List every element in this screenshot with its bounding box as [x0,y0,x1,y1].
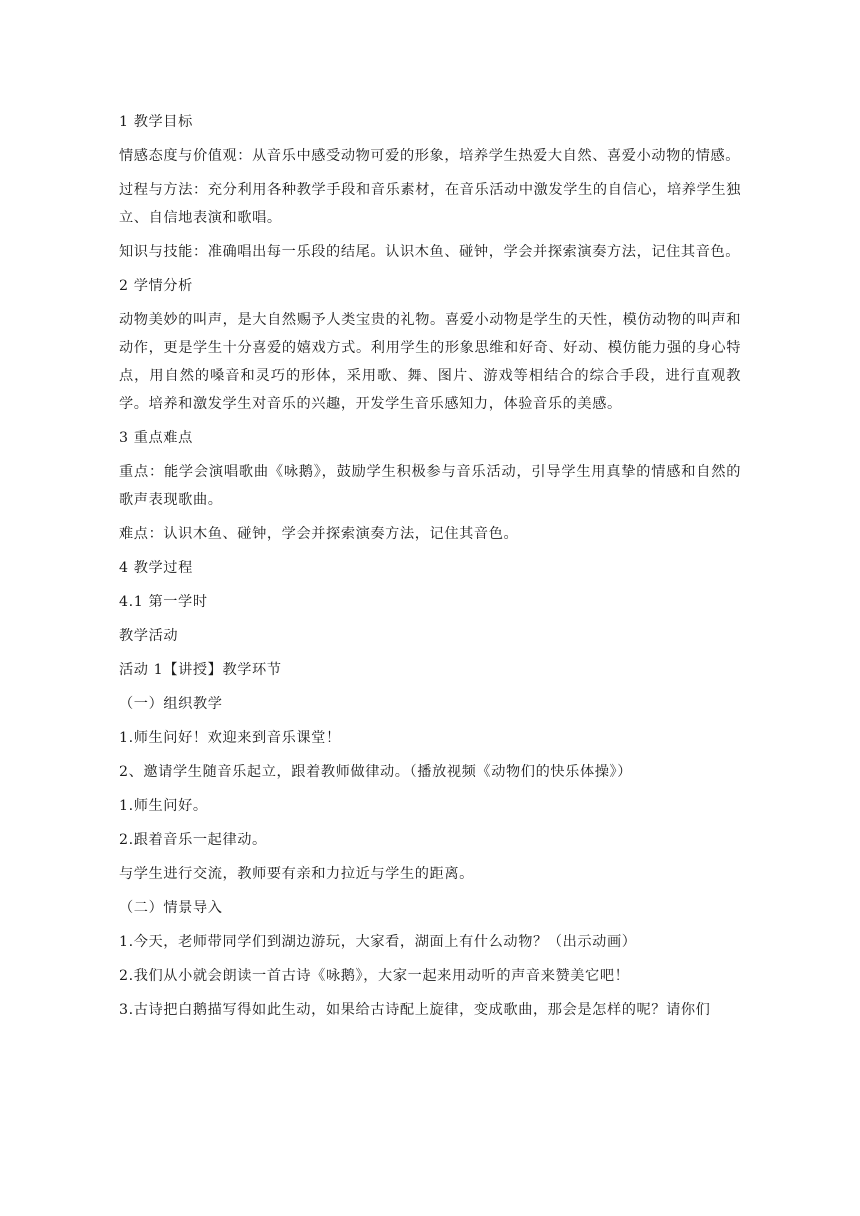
paragraph-emotion-values: 情感态度与价值观：从音乐中感受动物可爱的形象，培养学生热爱大自然、喜爱小动物的情感。 [119,148,741,164]
heading-scene-intro: （二）情景导入 [119,900,223,916]
paragraph-knowledge-skills: 知识与技能：准确唱出每一乐段的结尾。认识木鱼、碰钟，学会并探索演奏方法，记住其音色。 [119,244,741,260]
heading-teaching-activities: 教学活动 [119,628,179,644]
document-page [119,108,741,1024]
paragraph-poem-melody: 3.古诗把白鹅描写得如此生动，如果给古诗配上旋律，变成歌曲，那会是怎样的呢？请你们 [119,1002,711,1018]
paragraph-process-methods: 过程与方法：充分利用各种教学手段和音乐素材，在音乐活动中激发学生的自信心，培养学生独立、自信地表演和歌唱。 [119,182,741,226]
paragraph-difficulties: 难点：认识木鱼、碰钟，学会并探索演奏方法，记住其音色。 [119,526,519,542]
paragraph-invite-rhythm: 2、邀请学生随音乐起立，跟着教师做律动。（播放视频《动物们的快乐体操》） [119,764,632,780]
paragraph-communication: 与学生进行交流，教师要有亲和力拉近与学生的距离。 [119,866,474,882]
heading-first-period: 4.1 第一学时 [119,594,208,610]
heading-teaching-goals: 1 教学目标 [119,114,193,130]
heading-organize-teaching: （一）组织教学 [119,696,223,712]
heading-teaching-process: 4 教学过程 [119,560,193,576]
paragraph-ancient-poem: 2.我们从小就会朗读一首古诗《咏鹅》，大家一起来用动听的声音来赞美它吧！ [119,968,630,984]
paragraph-follow-music: 2.跟着音乐一起律动。 [119,832,267,848]
paragraph-lake-trip: 1.今天，老师带同学们到湖边游玩，大家看，湖面上有什么动物？（出示动画） [119,934,637,950]
paragraph-learner-analysis: 动物美妙的叫声，是大自然赐予人类宝贵的礼物。喜爱小动物是学生的天性，模仿动物的叫声和动作，更是学生十分喜爱的嬉戏方式。利用学生的形象思维和好奇、好动、模仿能力强的身心特点，用自然的嗓音和灵巧的形体，采用歌、舞、图片、游戏等相结合的综合手段，进行直观教学。培养和激发学生对音乐的兴趣，开发学生音乐感知力，体验音乐的美感。 [119,312,741,412]
paragraph-key-points: 重点：能学会演唱歌曲《咏鹅》，鼓励学生积极参与音乐活动，引导学生用真挚的情感和自然的歌声表现歌曲。 [119,464,741,508]
heading-activity-1: 活动 1【讲授】教学环节 [119,662,282,678]
paragraph-student-greeting: 1.师生问好。 [119,798,208,814]
heading-learner-analysis: 2 学情分析 [119,278,193,294]
heading-key-difficulties: 3 重点难点 [119,430,193,446]
paragraph-greeting: 1.师生问好！欢迎来到音乐课堂！ [119,730,341,746]
